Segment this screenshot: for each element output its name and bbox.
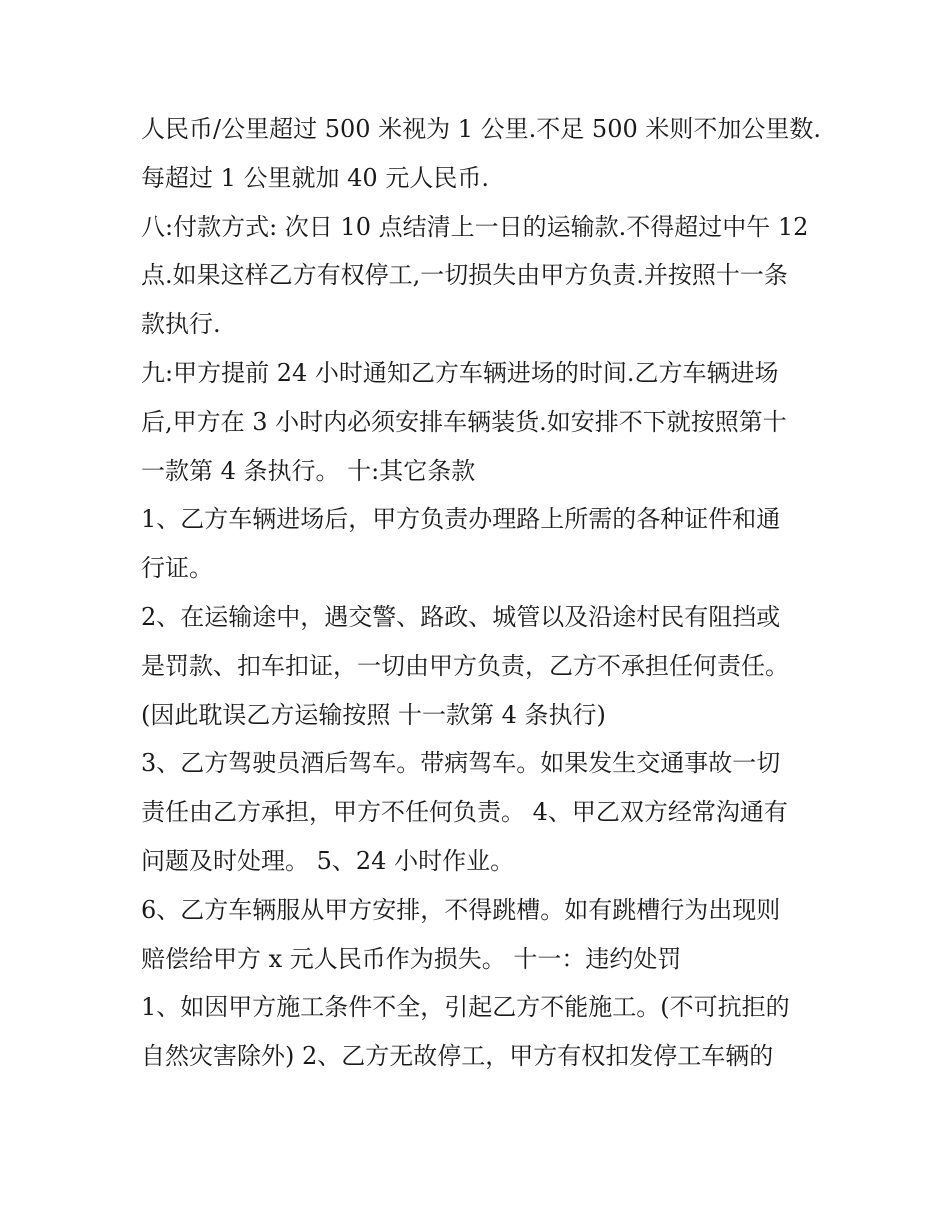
text-line: 一款第 4 条执行。 十:其它条款 (141, 456, 476, 485)
text-line: 问题及时处理。 5、24 小时作业。 (141, 846, 515, 875)
text-line: 九:甲方提前 24 小时通知乙方车辆进场的时间.乙方车辆进场 (141, 358, 779, 387)
text-line: (因此耽误乙方运输按照 十一款第 4 条执行) (141, 700, 606, 729)
text-line: 1、乙方车辆进场后，甲方负责办理路上所需的各种证件和通 (141, 505, 781, 534)
text-line: 赔偿给甲方 x 元人民币作为损失。 十一：违约处罚 (141, 944, 682, 973)
text-line: 3、乙方驾驶员酒后驾车。带病驾车。如果发生交通事故一切 (141, 749, 781, 778)
text-line: 八:付款方式: 次日 10 点结清上一日的运输款.不得超过中午 12 (141, 212, 809, 241)
text-line: 每超过 1 公里就加 40 元人民币. (141, 163, 489, 192)
text-line: 2、在运输途中，遇交警、路政、城管以及沿途村民有阻挡或 (141, 602, 781, 631)
text-line: 款执行. (141, 310, 221, 339)
document-body (141, 105, 821, 1081)
text-line: 人民币/公里超过 500 米视为 1 公里.不足 500 米则不加公里数. (141, 115, 822, 143)
text-line: 责任由乙方承担，甲方不任何负责。 4、甲乙双方经常沟通有 (141, 798, 788, 827)
text-line: 自然灾害除外) 2、乙方无故停工，甲方有权扣发停工车辆的 (141, 1042, 774, 1071)
text-line: 行证。 (141, 554, 213, 583)
text-line: 是罚款、扣车扣证，一切由甲方负责，乙方不承担任何责任。 (141, 651, 789, 680)
text-line: 后,甲方在 3 小时内必须安排车辆装货.如安排不下就按照第十 (141, 407, 787, 436)
text-line: 1、如因甲方施工条件不全，引起乙方不能施工。(不可抗拒的 (141, 993, 790, 1022)
text-line: 6、乙方车辆服从甲方安排，不得跳槽。如有跳槽行为出现则 (141, 895, 781, 924)
text-line: 点.如果这样乙方有权停工,一切损失由甲方负责.并按照十一条 (141, 261, 788, 290)
